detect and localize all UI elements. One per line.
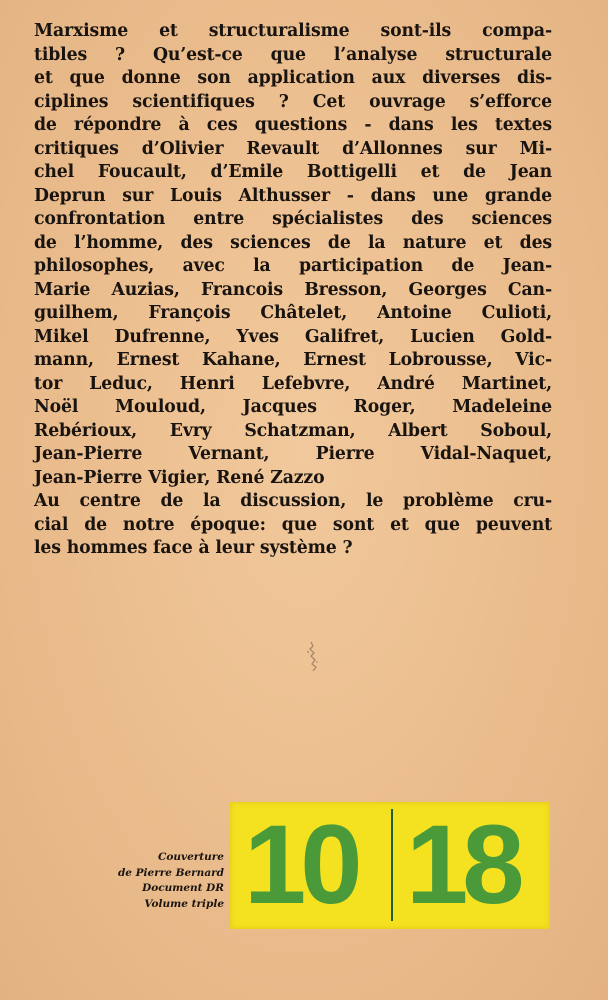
blurb-line: Rebérioux, Evry Schatzman, Albert Soboul,	[34, 420, 552, 441]
blurb-line: Noël Mouloud, Jacques Roger, Madeleine	[34, 397, 552, 417]
blurb-line: chel Foucault, d’Emile Bottigelli et de Jean	[34, 162, 552, 182]
blurb-line: Jean-Pierre Vernant, Pierre Vidal-Naquet,	[34, 444, 552, 464]
blurb-line: critiques d’Olivier Revault d’Allonnes sur Mi-	[34, 138, 552, 159]
blurb-line: Deprun sur Louis Althusser - dans une grande	[34, 185, 552, 206]
credit-line: de Pierre Bernard	[117, 866, 224, 879]
blurb-line: Marxisme et structuralisme sont-ils compa-	[34, 21, 552, 41]
blurb-line: de l’homme, des sciences de la nature et des	[34, 232, 552, 253]
logo-number-left: 10	[244, 802, 357, 927]
publisher-logo-10-18	[230, 802, 550, 929]
credit-line: Volume triple	[144, 897, 224, 910]
cover-credits	[96, 850, 224, 912]
paper-speck	[303, 640, 321, 674]
blurb-line: guilhem, François Châtelet, Antoine Culioti,	[34, 303, 552, 323]
blurb-line: tor Leduc, Henri Lefebvre, André Martinet,	[34, 373, 552, 394]
logo-divider	[391, 809, 393, 921]
credit-line: Document DR	[142, 882, 224, 894]
blurb-line: ciplines scientifiques ? Cet ouvrage s’efforce	[34, 91, 552, 112]
blurb-line: de répondre à ces questions - dans les textes	[34, 115, 552, 135]
blurb-line: et que donne son application aux diverses dis-	[34, 68, 552, 88]
blurb-line: mann, Ernest Kahane, Ernest Lobrousse, Vic-	[34, 350, 552, 370]
blurb-line: Au centre de la discussion, le problème cru-	[34, 491, 552, 511]
logo-number-right: 18	[406, 802, 519, 927]
blurb-line: Mikel Dufrenne, Yves Galifret, Lucien Gold-	[34, 326, 552, 347]
blurb-line: Marie Auzias, Francois Bresson, Georges Can-	[34, 279, 552, 300]
credit-line: Couverture	[157, 851, 224, 863]
blurb-line: philosophes, avec la participation de Jean-	[34, 256, 552, 276]
blurb-line: Jean-Pierre Vigier, René Zazzo	[34, 467, 325, 488]
blurb-line: les hommes face à leur système ?	[34, 538, 353, 558]
blurb-line: cial de notre époque: que sont et que peuvent	[34, 514, 552, 535]
blurb-line: confrontation entre spécialistes des sciences	[34, 209, 552, 229]
cover-blurb	[34, 20, 552, 561]
blurb-line: tibles ? Qu’est-ce que l’analyse structurale	[34, 44, 552, 65]
